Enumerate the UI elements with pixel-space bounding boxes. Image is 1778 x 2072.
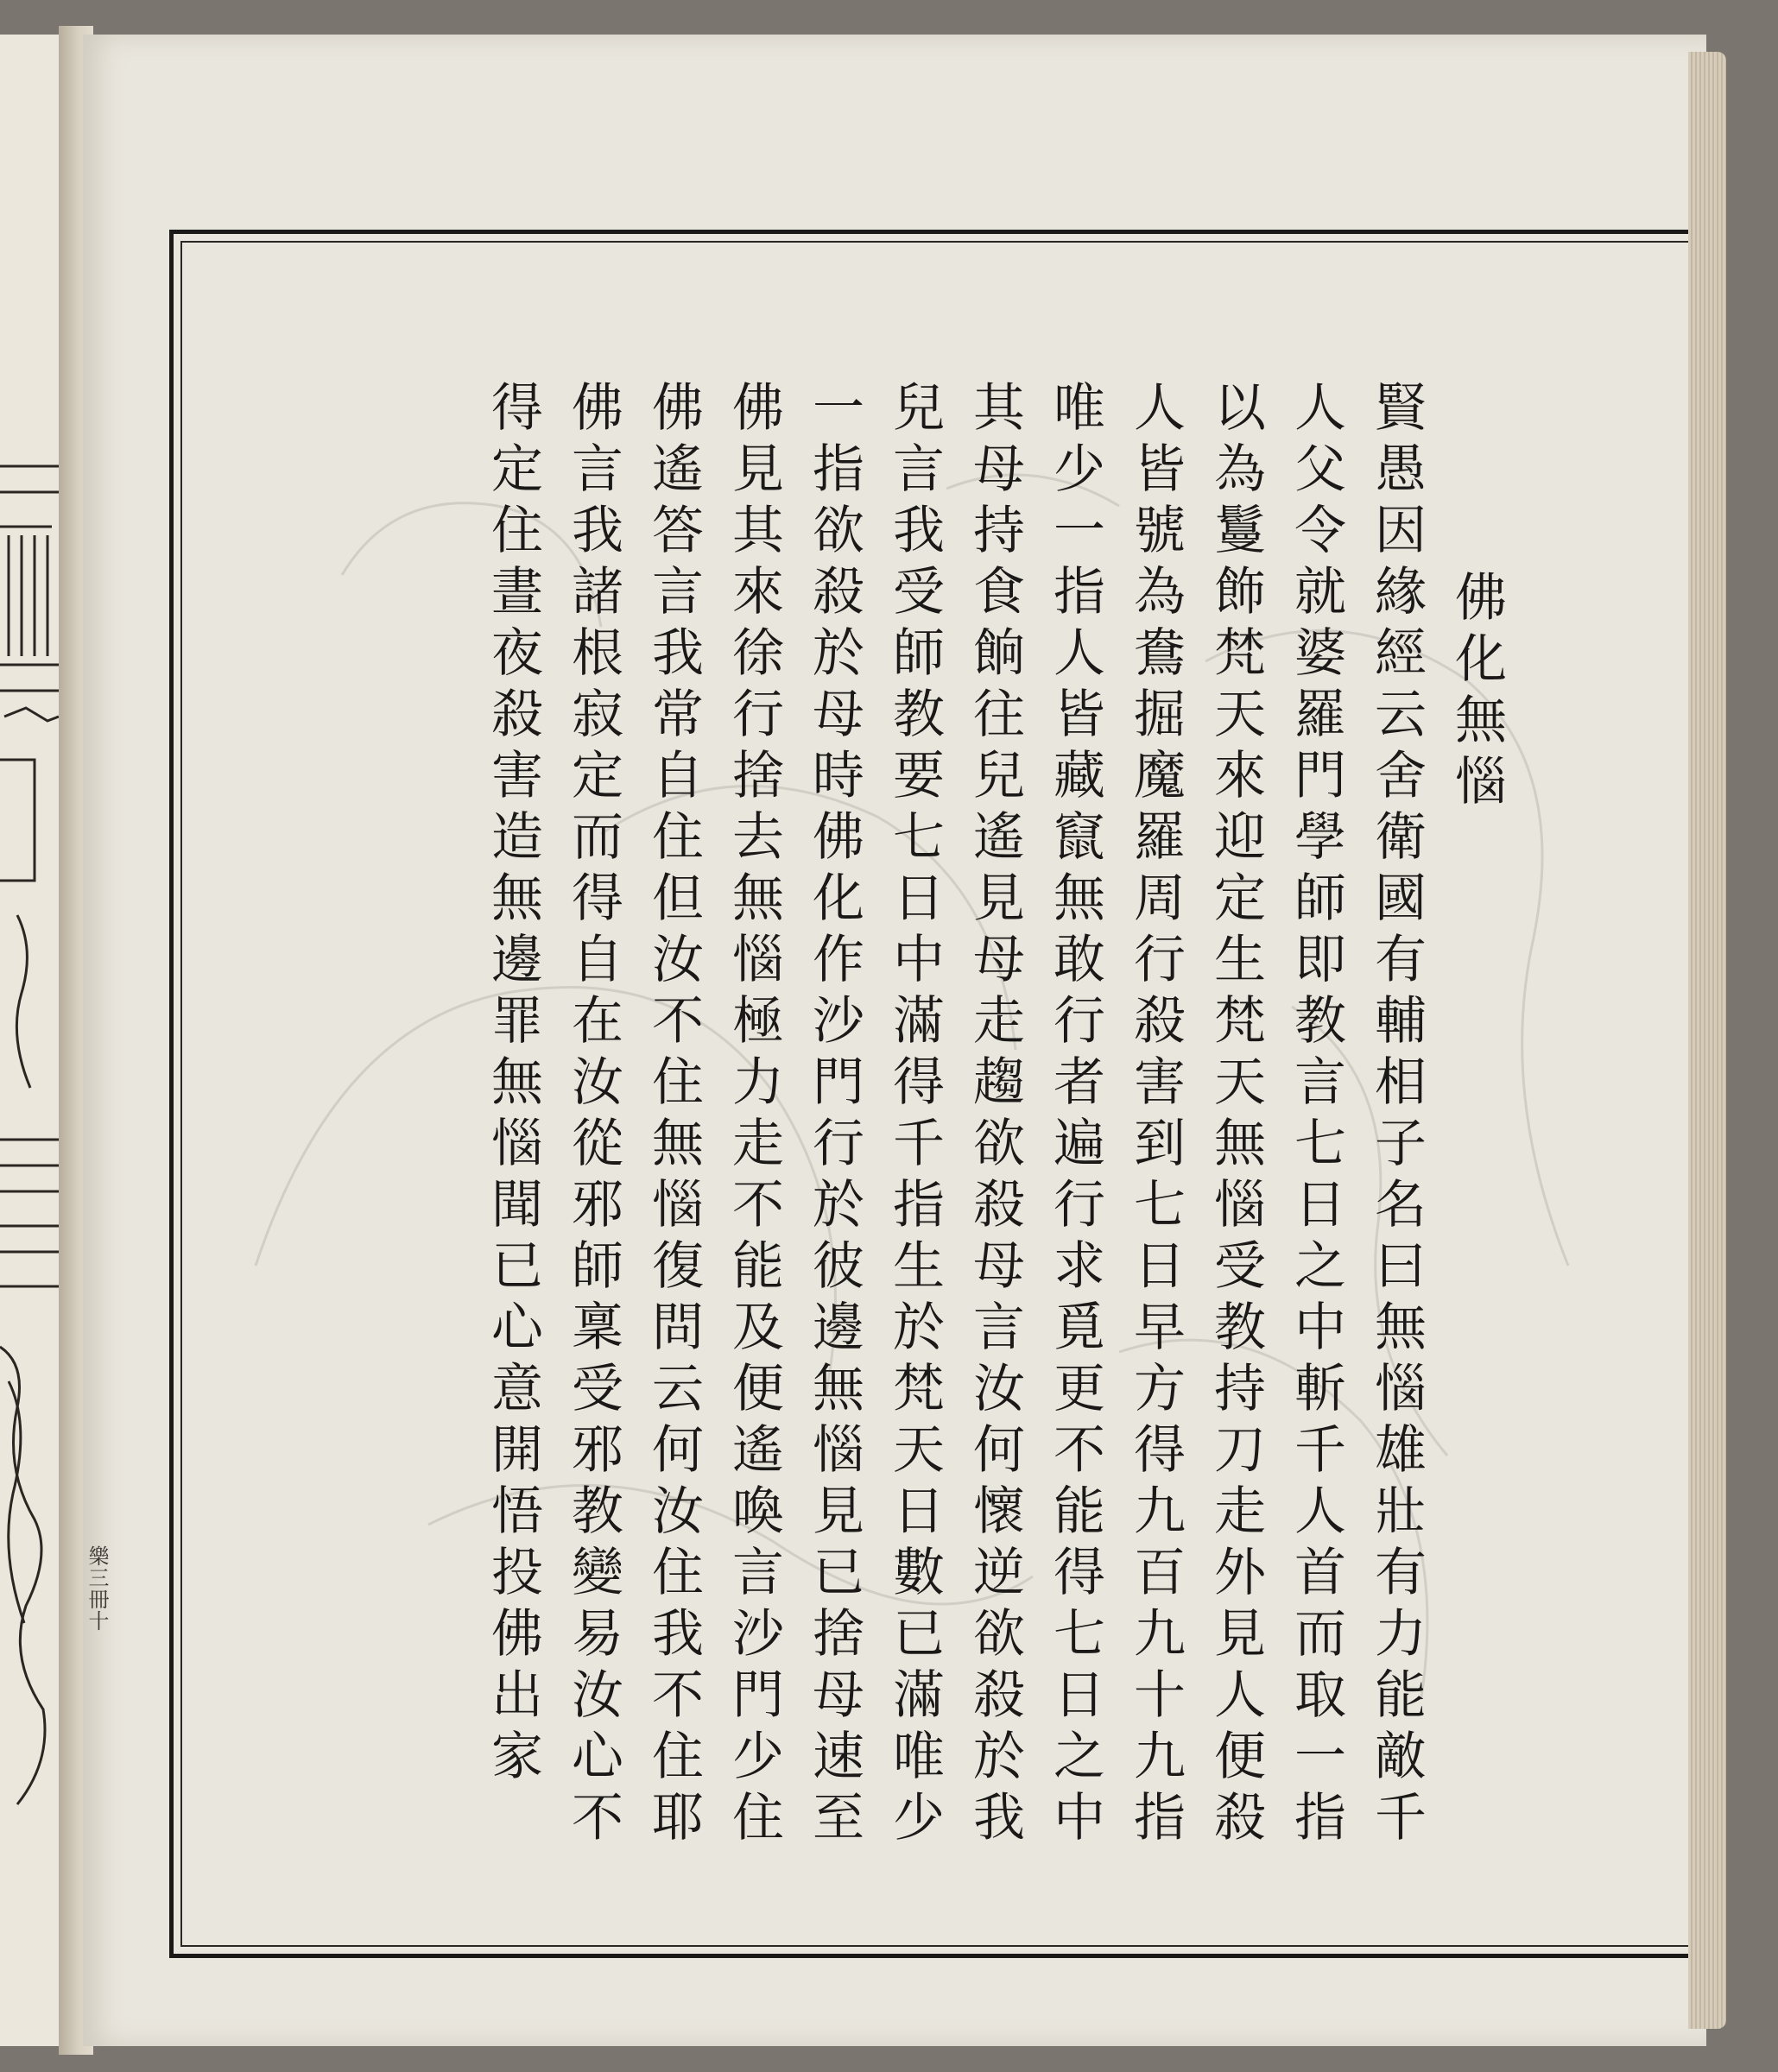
text-column: 佛遙答言我常自住但汝不住無惱復問云何汝住我不住耶 — [643, 380, 704, 1851]
previous-page-illustration — [0, 432, 59, 1813]
text-column: 其母持食餉往兒遙見母走趨欲殺母言汝何懷逆欲殺於我 — [965, 380, 1025, 1851]
text-column: 得定住晝夜殺害造無邊罪無惱聞已心意開悟投佛出家 — [483, 380, 543, 1790]
text-column: 佛見其來徐行捨去無惱極力走不能及便遙喚言沙門少住 — [724, 380, 784, 1851]
text-column: 佛言我諸根寂定而得自在汝從邪師稟受邪教變易汝心不 — [563, 380, 623, 1851]
vertical-text-block — [342, 380, 1516, 1925]
text-column: 賢愚因緣經云舍衛國有輔相子名曰無惱雄壯有力能敵千 — [1366, 380, 1427, 1851]
previous-page-edge — [0, 35, 61, 2046]
page-title: 佛化無惱 — [1446, 570, 1507, 815]
text-column: 人父令就婆羅門學師即教言七日之中斬千人首而取一指 — [1286, 380, 1346, 1851]
text-column: 以為鬘飾梵天來迎定生梵天無惱受教持刀走外見人便殺 — [1205, 380, 1266, 1851]
page-stack-edges — [1688, 52, 1726, 2029]
text-column: 唯少一指人皆藏竄無敢行者遍行求覓更不能得七日之中 — [1045, 380, 1105, 1851]
text-column: 一指欲殺於母時佛化作沙門行於彼邊無惱見已捨母速至 — [804, 380, 864, 1851]
text-column: 兒言我受師教要七日中滿得千指生於梵天日數已滿唯少 — [884, 380, 945, 1851]
text-column: 人皆號為鴦掘魔羅周行殺害到七日早方得九百九十九指 — [1125, 380, 1186, 1851]
book-page — [83, 35, 1706, 2046]
folio-marker: 樂三冊十 — [85, 1545, 109, 1632]
